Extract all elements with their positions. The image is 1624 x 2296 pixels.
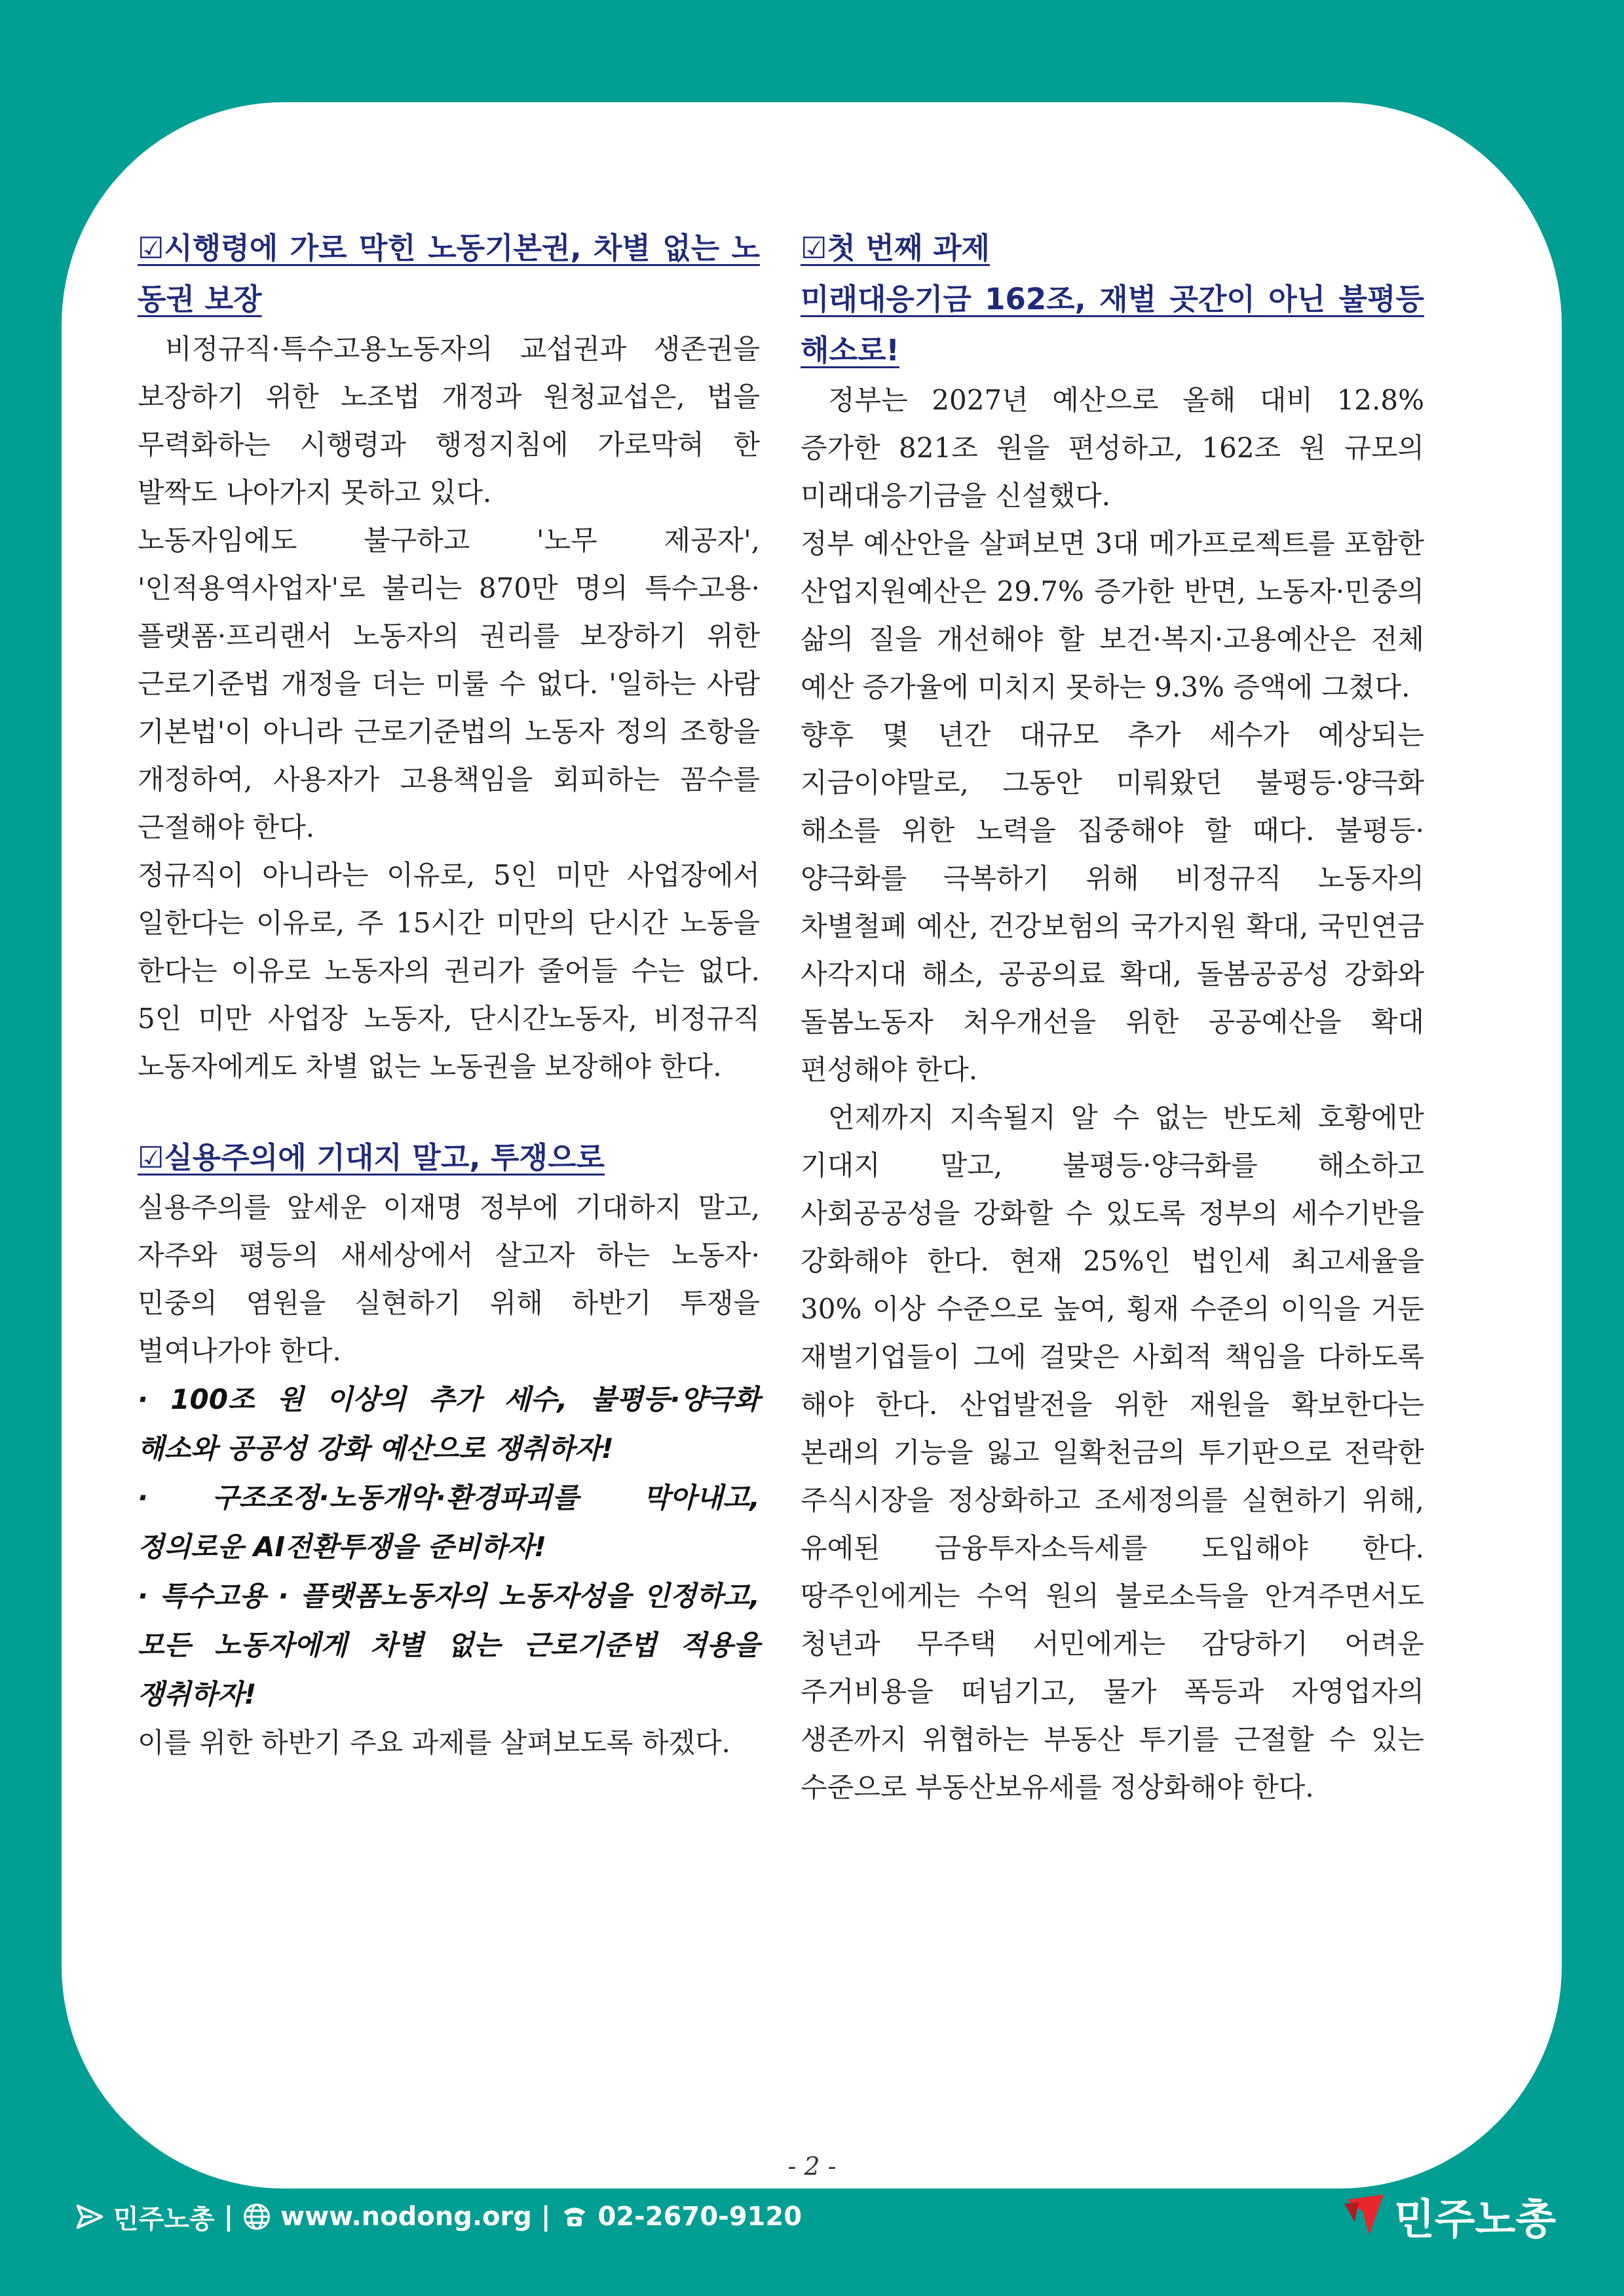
slogan-item: · 100조 원 이상의 추가 세수, 불평등·양극화 해소와 공공성 강화 예산으로 쟁취하자!	[138, 1383, 760, 1464]
paragraph: 정부 예산안을 살펴보면 3대 메가프로젝트를 포함한 산업지원예산은 29.7% 증가한 반면, 노동자·민중의 삶의 질을 개선해야 할 보건·복지·고용예산은 전체 예산 증가율에 미치지 못하는 9.3% 증액에 그쳤다.	[801, 527, 1424, 703]
section-heading-struggle: ☑실용주의에 기대지 말고, 투쟁으로	[138, 1140, 605, 1175]
footer-separator: |	[540, 2202, 551, 2232]
kctu-logo	[1343, 2189, 1556, 2244]
logo-mark-icon	[1343, 2192, 1385, 2240]
footer-contact	[75, 2194, 802, 2240]
paragraph: 정규직이 아니라는 이유로, 5인 미만 사업장에서 일한다는 이유로, 주 15시간 미만의 단시간 노동을 한다는 이유로 노동자의 권리가 줄어들 수는 없다. 5인 미만 사업장 노동자, 단시간노동자, 비정규직 노동자에게도 차별 없는 노동권을 보장해야 한다.	[138, 859, 760, 1082]
paragraph: 향후 몇 년간 대규모 추가 세수가 예상되는 지금이야말로, 그동안 미뤄왔던 불평등·양극화 해소를 위한 노력을 집중해야 할 때다. 불평등·양극화를 극복하기 위해 비정규직 노동자의 차별철폐 예산, 건강보험의 국가지원 확대, 국민연금 사각지대 해소, 공공의료 확대, 돌봄공공성 강화와 돌봄노동자 처우개선을 위한 공공예산을 확대 편성해야 한다.	[801, 719, 1424, 1086]
footer-phone: 02-2670-9120	[597, 2202, 803, 2232]
section-heading-first-task: ☑첫 번째 과제	[801, 231, 991, 265]
left-column	[138, 223, 760, 1767]
slogan-item: · 구조조정·노동개악·환경파괴를 막아내고, 정의로운 AI전환투쟁을 준비하자!	[138, 1482, 760, 1563]
paragraph: 비정규직·특수고용노동자의 교섭권과 생존권을 보장하기 위한 노조법 개정과 원청교섭은, 법을 무력화하는 시행령과 행정지침에 가로막혀 한 발짝도 나아가지 못하고 있다.	[138, 333, 760, 508]
page-number: - 2 -	[787, 2152, 837, 2181]
footer-website-link[interactable]: www.nodong.org	[280, 2202, 532, 2232]
footer-org-name: 민주노총	[113, 2204, 215, 2234]
globe-icon	[242, 2202, 271, 2231]
section-heading-labor-rights: ☑시행령에 가로 막힌 노동기본권, 차별 없는 노동권 보장	[138, 231, 760, 316]
paragraph: 노동자임에도 불구하고 '노무 제공자', '인적용역사업자'로 불리는 870만 명의 특수고용·플랫폼·프리랜서 노동자의 권리를 보장하기 위한 근로기준법 개정을 더는 미룰 수 없다. '일하는 사람 기본법'이 아니라 근로기준법의 노동자 정의 조항을 개정하여, 사용자가 고용책임을 회피하는 꼼수를 근절해야 한다.	[138, 524, 760, 843]
paper-plane-icon	[75, 2202, 104, 2231]
phone-icon	[560, 2202, 589, 2231]
section-heading-future-fund: 미래대응기금 162조, 재벌 곳간이 아닌 불평등 해소로!	[801, 282, 1424, 368]
footer-separator: |	[223, 2202, 234, 2232]
paragraph: 언제까지 지속될지 알 수 없는 반도체 호황에만 기대지 말고, 불평등·양극화를 해소하고 사회공공성을 강화할 수 있도록 정부의 세수기반을 강화해야 한다. 현재 25%인 법인세 최고세율을 30% 이상 수준으로 높여, 횡재 수준의 이익을 거둔 재벌기업들이 그에 걸맞은 사회적 책임을 다하도록 해야 한다. 산업발전을 위한 재원을 확보한다는 본래의 기능을 잃고 일확천금의 투기판으로 전락한 주식시장을 정상화하고 조세정의를 실현하기 위해, 유예된 금융투자소득세를 도입해야 한다. 땅주인에게는 수억 원의 불로소득을 안겨주면서도 청년과 무주택 서민에게는 감당하기 어려운 주거비용을 떠넘기고, 물가 폭등과 자영업자의 생존까지 위협하는 부동산 투기를 근절할 수 있는 수준으로 부동산보유세를 정상화해야 한다.	[801, 1101, 1424, 1803]
slogan-item: · 특수고용 · 플랫폼노동자의 노동자성을 인정하고, 모든 노동자에게 차별 없는 근로기준법 적용을 쟁취하자!	[138, 1580, 760, 1710]
paragraph: 정부는 2027년 예산으로 올해 대비 12.8% 증가한 821조 원을 편성하고, 162조 원 규모의 미래대응기금을 신설했다.	[801, 384, 1424, 512]
right-column	[801, 223, 1424, 1811]
paragraph: 실용주의를 앞세운 이재명 정부에 기대하지 말고, 자주와 평등의 새세상에서 살고자 하는 노동자·민중의 염원을 실현하기 위해 하반기 투쟁을 벌여나가야 한다.	[138, 1191, 760, 1367]
paragraph: 이를 위한 하반기 주요 과제를 살펴보도록 하겠다.	[138, 1727, 730, 1759]
logo-text: 민주노총	[1394, 2196, 1557, 2244]
